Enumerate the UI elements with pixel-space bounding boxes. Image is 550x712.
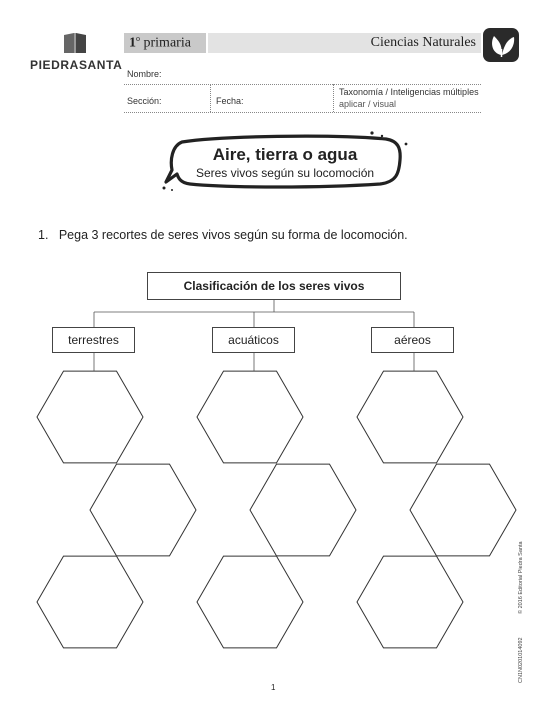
section-label: Sección: xyxy=(127,96,162,106)
hexagon-cutout-frame xyxy=(250,464,356,556)
hexagon-cutout-frame xyxy=(410,464,516,556)
product-code: CN1N0201014092 xyxy=(518,637,524,683)
hexagon-cutout-frame xyxy=(197,371,303,463)
book-logo-icon xyxy=(62,32,88,54)
subject-title: Ciencias Naturales xyxy=(370,35,476,50)
header-divider xyxy=(210,84,211,112)
name-line xyxy=(124,84,481,85)
brand-logo-text: PIEDRASANTA xyxy=(30,58,123,72)
classification-title-box: Clasificación de los seres vivos xyxy=(147,272,401,300)
hexagon-cutout-frame xyxy=(90,464,196,556)
instruction-text: 1. Pega 3 recortes de seres vivos según su forma de locomoción. xyxy=(38,228,408,242)
grade-number: 1 xyxy=(129,35,136,51)
grade-level: primaria xyxy=(140,35,191,51)
grade-label xyxy=(129,34,191,52)
header-divider xyxy=(333,84,334,112)
leaf-icon xyxy=(482,27,520,63)
hexagon-cutout-frame xyxy=(37,371,143,463)
taxonomy-value: aplicar / visual xyxy=(339,99,397,109)
date-label: Fecha: xyxy=(216,96,244,106)
name-label: Nombre: xyxy=(127,69,162,79)
grade-suffix: o xyxy=(136,34,140,43)
category-terrestres: terrestres xyxy=(52,327,135,353)
category-aereos: aéreos xyxy=(371,327,454,353)
hexagon-cutout-frame xyxy=(37,556,143,648)
hexagon-cutout-frame xyxy=(357,556,463,648)
taxonomy-label: Taxonomía / Inteligencias múltiples xyxy=(339,87,479,97)
hexagon-cutout-frame xyxy=(357,371,463,463)
page-number: 1 xyxy=(271,683,276,692)
section-line xyxy=(124,112,481,113)
worksheet-subtitle: Seres vivos según su locomoción xyxy=(195,166,375,180)
hexagon-cutout-frame xyxy=(197,556,303,648)
worksheet-title: Aire, tierra o agua xyxy=(212,145,358,164)
copyright-text: © 2016 Editorial Piedra Santa xyxy=(518,541,524,614)
category-acuaticos: acuáticos xyxy=(212,327,295,353)
